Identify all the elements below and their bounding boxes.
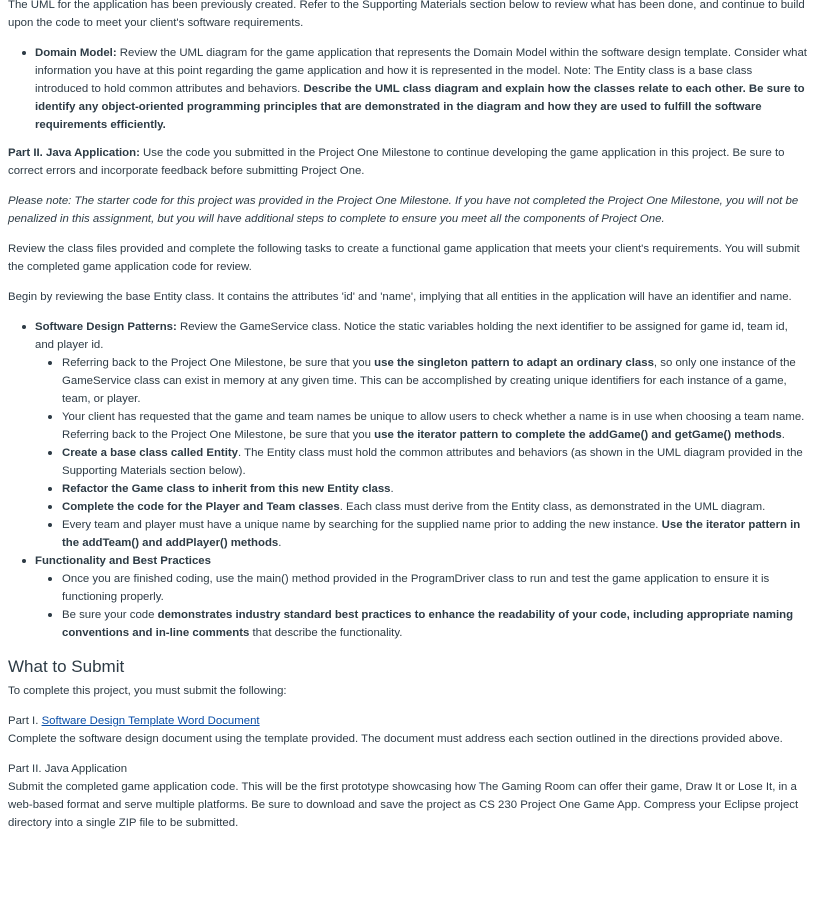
- functionality-subitem: [35, 606, 808, 642]
- pattern-subitem: [35, 480, 808, 498]
- uml-intro-paragraph: The UML for the application has been previously created. Refer to the Supporting Materials section below to review what has been done, and continue to build upon the code to meet your client's software requirements.: [8, 0, 805, 29]
- pattern-subitem: [35, 516, 808, 552]
- subitem-bold: demonstrates industry standard best practices to enhance the readability of your code, including appropriate naming conventions and in-line comments: [62, 609, 794, 639]
- subitem-text: Every team and player must have a unique name by searching for the supplied name prior to adding the new instance.: [62, 519, 662, 531]
- subitem-text: .: [278, 537, 282, 549]
- patterns-sublist: [35, 354, 808, 552]
- part2-label: Part II. Java Application:: [8, 147, 140, 159]
- subitem-text: that describe the functionality.: [249, 627, 403, 639]
- pattern-subitem: [35, 498, 808, 516]
- subitem-bold: use the iterator pattern to complete the addGame() and getGame() methods: [374, 429, 782, 441]
- submit-intro: To complete this project, you must submit the following:: [8, 685, 287, 697]
- domain-model-bold-text: Describe the UML class diagram and explain how the classes relate to each other. Be sure to identify any object-oriented programming principles that are demonstrated in the diagram and how they are used to fulfill the software requirements efficiently.: [35, 83, 805, 131]
- pattern-subitem: [35, 354, 808, 408]
- subitem-text: . The Entity class must hold the common attributes and behaviors (as shown in the UML diagram provided in the Supporting Materials section below).: [62, 447, 803, 477]
- please-note-paragraph: Please note: The starter code for this project was provided in the Project One Milestone. If you have not completed the Project One Milestone, you will not be penalized in this assignment, but you will have additional steps to complete to ensure you meet all the components of Project One.: [8, 195, 799, 225]
- subitem-text: Referring back to the Project One Milestone, be sure that you: [62, 357, 375, 369]
- domain-model-item: [8, 44, 808, 134]
- subitem-text: . Each class must derive from the Entity class, as demonstrated in the UML diagram.: [339, 501, 766, 513]
- domain-model-list: [8, 44, 808, 134]
- subitem-bold: Use the iterator pattern in the addTeam() and addPlayer() methods: [62, 519, 801, 549]
- patterns-label: Software Design Patterns:: [35, 321, 177, 333]
- subitem-text: Once you are finished coding, use the main() method provided in the ProgramDriver class to run and test the game application to ensure it is functioning properly.: [62, 573, 770, 603]
- review-paragraph: Review the class files provided and complete the following tasks to create a functional game application that meets your client's requirements. You will submit the completed game application code for review.: [8, 243, 800, 273]
- subitem-text: .: [390, 483, 394, 495]
- domain-model-text: Review the UML diagram for the game application that represents the Domain Model within the software design template. Consider what information you have at this point regarding the game application and how it is represented in the model. Note: The Entity class is a base class introduced to hold common attributes and behaviors.: [35, 47, 807, 95]
- pattern-subitem: [35, 408, 808, 444]
- subitem-bold: Create a base class called Entity: [62, 447, 239, 459]
- functionality-subitem: [35, 570, 808, 606]
- submit-part1-label: Part I.: [8, 715, 42, 727]
- software-design-template-link[interactable]: Software Design Template Word Document: [41, 715, 260, 727]
- tasks-list: [8, 318, 808, 642]
- submit-part1-title: [8, 712, 808, 730]
- patterns-item: [8, 318, 808, 552]
- pattern-subitem: [35, 444, 808, 480]
- subitem-text: Your client has requested that the game and team names be unique to allow users to check whether a name is in use when choosing a team name. Referring back to the Project One Milestone, be sure that you: [62, 411, 805, 441]
- part2-text: Use the code you submitted in the Project One Milestone to continue developing the game application in this project. Be sure to correct errors and incorporate feedback before submitting Project One.: [8, 147, 785, 177]
- functionality-item: [8, 552, 808, 642]
- what-to-submit-heading: What to Submit: [8, 657, 125, 676]
- subitem-bold: Refactor the Game class to inherit from this new Entity class: [62, 483, 391, 495]
- subitem-text: Be sure your code: [62, 609, 158, 621]
- subitem-bold: Complete the code for the Player and Team classes: [62, 501, 340, 513]
- domain-model-label: Domain Model:: [35, 47, 117, 59]
- patterns-text: Review the GameService class. Notice the static variables holding the next identifier to be assigned for game id, team id, and player id.: [35, 321, 788, 351]
- functionality-sublist: [35, 570, 808, 642]
- subitem-bold: use the singleton pattern to adapt an ordinary class: [374, 357, 654, 369]
- functionality-label: Functionality and Best Practices: [35, 555, 211, 567]
- submit-part2-title: Part II. Java Application: [8, 763, 128, 775]
- subitem-text: , so only one instance of the GameService class can exist in memory at any given time. This can be accomplished by creating unique identifiers for each instance of a game, team, or player.: [62, 357, 796, 405]
- begin-paragraph: Begin by reviewing the base Entity class. It contains the attributes 'id' and 'name', implying that all entities in the application will have an identifier and name.: [8, 291, 792, 303]
- submit-part1-text: Complete the software design document using the template provided. The document must address each section outlined in the directions provided above.: [8, 733, 783, 745]
- subitem-text: .: [781, 429, 785, 441]
- submit-part2-text: Submit the completed game application code. This will be the first prototype showcasing how The Gaming Room can offer their game, Draw It or Lose It, in a web-based format and serve multiple platforms. Be sure to download and save the project as CS 230 Project One Game App. Compress your Eclipse project directory into a single ZIP file to be submitted.: [8, 781, 799, 829]
- part2-paragraph: [8, 144, 808, 180]
